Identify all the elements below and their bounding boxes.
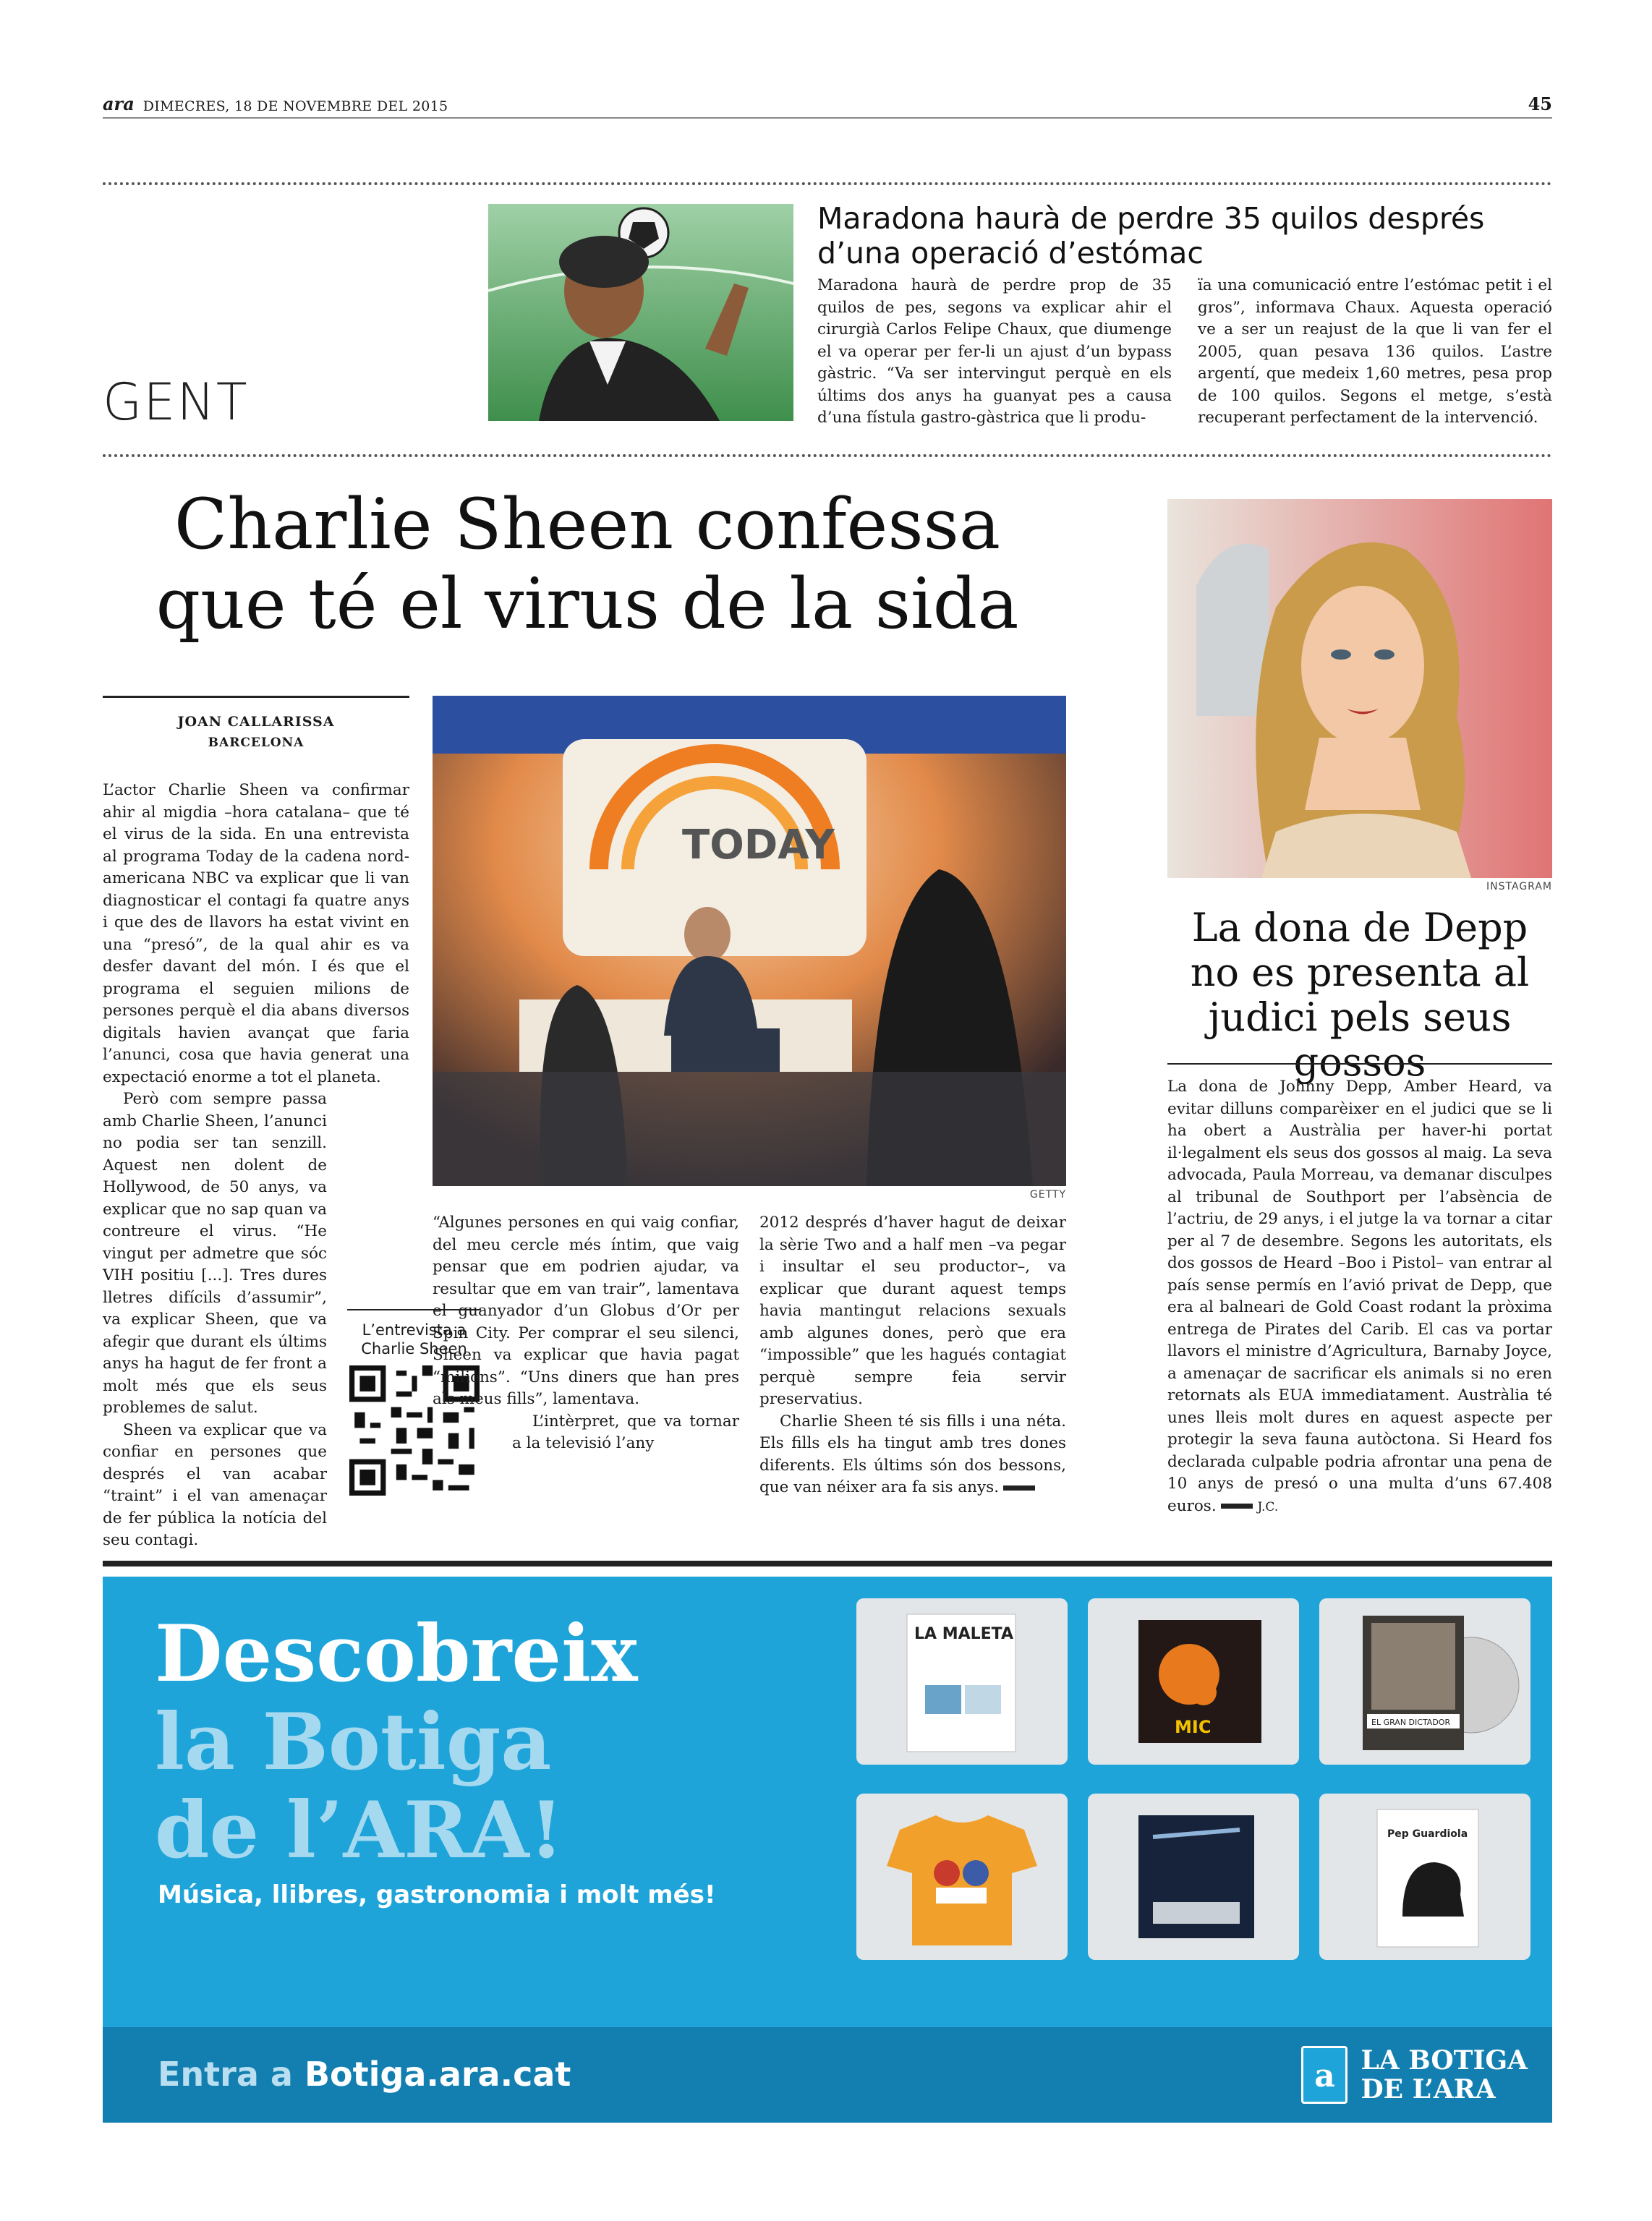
sheen-col1-p1: L’actor Charlie Sheen va confirmar ahir al migdia –hora catalana– que té el virus de la sida. En una entrevista al programa Today de la cadena nord-americana NBC va explicar que li van diagnosticar el contagi fa quatre anys i que des de llavors ha estat vivint en una “presó”, de la qual ahir es va desfer davant del món. I és que el programa el seguien milions de persones perquè el dia abans diversos digitals havien avançat que faria l’anunci, cosa que havia generat una expectació enorme a tot el planeta.: [103, 781, 409, 1086]
depp-signature: J.C.: [1257, 1499, 1279, 1514]
issue-date: DIMECRES, 18 DE NOVEMBRE DEL 2015: [142, 98, 448, 114]
product-tile-cd[interactable]: [1088, 1598, 1299, 1765]
sheen-col3-p2: Charlie Sheen té sis fills i una néta. Els fills els ha tingut amb tres dones diferents. Els últims són dos bessons, que van néixer ara fa sis anys.: [759, 1412, 1066, 1496]
end-mark: [1221, 1504, 1253, 1509]
sheen-col3-p1: 2012 després d’haver hagut de deixar la sèrie Two and a half men –va pegar i insultar el seu productor–, va explicar que durant aquest temps havia mantingut relacions sexuals amb algunes dones, però que era “impossible” que les hagués contagiat perquè sempre feia servir preservatius.: [759, 1214, 1066, 1408]
ad-headline-line3: de l’ARA!: [155, 1785, 564, 1876]
today-sign: TODAY: [682, 822, 835, 869]
sheen-col1-p2: Però com sempre passa amb Charlie Sheen, l’anunci no podia ser tan senzill. Aquest nen dolent de Hollywood, de 50 anys, va explicar que no sap quan va contreure el virus. “He vingut per admetre que sóc VIH positiu [...]. Tres dures lletres difícils d’assumir”, va explicar Sheen, que va afegir que durant els últims anys ha hagut de fer front a molt més que els seus problemes de salut.: [103, 1090, 327, 1417]
product-tile-book[interactable]: [856, 1598, 1068, 1765]
byline: [103, 696, 409, 750]
sheen-headline-line1: Charlie Sheen confessa: [174, 484, 1001, 565]
depp-photo-credit: INSTAGRAM: [1486, 881, 1552, 892]
product-book3-title: Pep Guardiola: [1387, 1828, 1468, 1840]
product-tile-book2[interactable]: [1319, 1794, 1530, 1960]
newspaper-logo: ara: [103, 93, 135, 114]
sheen-headline-line2: que té el virus de la sida: [156, 563, 1019, 644]
rule: [1167, 1063, 1552, 1065]
depp-body-wrap: [1167, 1076, 1552, 1518]
end-mark: [1003, 1485, 1035, 1491]
brand-line1: LA BOTIGA: [1361, 2045, 1528, 2076]
ad-headline-line2: la Botiga: [155, 1697, 552, 1788]
product-tile-tshirt[interactable]: [856, 1794, 1068, 1960]
amber-heard-photo: [1167, 499, 1552, 878]
page-number: 45: [1528, 93, 1552, 114]
depp-body-text: La dona de Johnny Depp, Amber Heard, va evitar dilluns comparèixer en el judici que se li ha obert a Austràlia per haver-hi portat il·legalment els seus dos gossos al maig. La seva advocada, Paula Morreau, va demanar disculpes al tribunal de Southport per l’absència de l’actriu, de 29 anys, i el jutge la va tornar a citar per al 7 de desembre. Segons les autoritats, els dos gossos de Heard –Boo i Pistol– van entrar al país sense permís en l’avió privat de Depp, que era al balneari de Gold Coast rodant la pròxima entrega de Pirates del Carib. El cas va portar llavors el ministre d’Agricultura, Barnaby Joyce, a amenaçar de sacrificar els animals si no eren retornats als EUA immediatament. Austràlia té unes lleis molt dures en aquest aspecte per protegir la seva fauna autòctona. Si Heard fos declarada culpable podria afrontar una pena de 10 anys de presó o una multa d’uns 67.408 euros.: [1167, 1078, 1552, 1515]
product-book2-title: EL GRAN DICTADOR: [1371, 1718, 1451, 1727]
botiga-logo: [1301, 2046, 1528, 2104]
section-label: GENT: [103, 372, 249, 432]
product-tile-dvd[interactable]: [1319, 1598, 1530, 1765]
qr-label: L’entrevista a Charlie Sheen: [361, 1321, 467, 1357]
sheen-col2-p2: L’intèrpret, que va tornar a la televisió l’any: [512, 1412, 739, 1452]
depp-headline: La dona de Depp no es presenta al judici pels seus gossos: [1190, 905, 1530, 1085]
ad-url[interactable]: [158, 2055, 571, 2094]
ad-url-link[interactable]: Botiga.ara.cat: [304, 2055, 571, 2094]
product-book1-title: LA MALETA: [914, 1625, 1013, 1643]
sheen-col2: [433, 1212, 739, 1455]
brand-text: [1361, 2046, 1528, 2104]
sheen-col2-p1: “Algunes persones en qui vaig confiar, del meu cercle més íntim, que vaig pensar que em podrien ajudar, va resultar que em van trair”, lamentava el guanyador d’un Globus d’Or per Spin City. Per comprar el seu silenci, Sheen va explicar que havia pagat “milions”. “Uns diners que han pres als meus fills”, lamentava.: [433, 1214, 739, 1408]
product-tile-music[interactable]: [1088, 1794, 1299, 1960]
ad-headline-line1: Descobreix: [155, 1608, 638, 1700]
ad-tagline: Música, llibres, gastronomia i molt més!: [158, 1880, 716, 1909]
sheen-col3-p2-wrap: [759, 1411, 1066, 1499]
sheen-photo: [433, 696, 1066, 1186]
ad-headline: [155, 1610, 638, 1875]
dotted-divider: [103, 454, 1552, 457]
author-city: BARCELONA: [208, 736, 305, 750]
running-header: [103, 93, 1552, 119]
shopping-bag-icon: a: [1301, 2046, 1347, 2104]
brand-line2: DE L’ARA: [1361, 2074, 1496, 2105]
author-name: JOAN CALLARISSA: [177, 714, 335, 730]
ad-url-prefix: Entra a: [158, 2055, 305, 2094]
maradona-headline: Maradona haurà de perdre 35 quilos després d’una operació d’estómac: [817, 201, 1485, 270]
dotted-divider: [103, 182, 1552, 185]
ad-footer-bar[interactable]: [103, 2027, 1552, 2123]
sheen-col1-p3: Sheen va explicar que va confiar en persones que després el van acabar “traint” i el van amenaçar de fer pública la notícia del seu contagi.: [103, 1420, 327, 1549]
botiga-ad[interactable]: [103, 1577, 1552, 2123]
maradona-body-col2: ïa una comunicació entre l’estómac petit i el gros”, informava Chaux. Aquesta operació ve a ser un reajust de la que li van fer el 2005, quan pesava 136 quilos. L’astre argentí, que medeix 1,60 metres, pesa prop de 100 quilos. Segons el metge, s’està recuperant perfectament de la intervenció.: [1198, 276, 1552, 427]
ad-top-rule: [103, 1561, 1552, 1566]
maradona-photo: [488, 204, 793, 421]
sheen-photo-credit: GETTY: [1029, 1189, 1066, 1201]
product-cd-title: MIC: [1175, 1717, 1212, 1737]
depp-body: [1167, 1076, 1552, 1518]
sheen-headline: [103, 485, 1072, 644]
sheen-col3: [759, 1212, 1066, 1499]
maradona-body-col1: Maradona haurà de perdre prop de 35 quilos de pes, segons va explicar ahir el cirurgià Carlos Felipe Chaux, que diumenge el va operar per fer-li un ajust d’un bypass gàstric. “Va ser intervingut perquè en els últims dos anys ha guanyat pes a causa d’una fístula gastro-gàstrica que li produ-: [817, 276, 1172, 427]
